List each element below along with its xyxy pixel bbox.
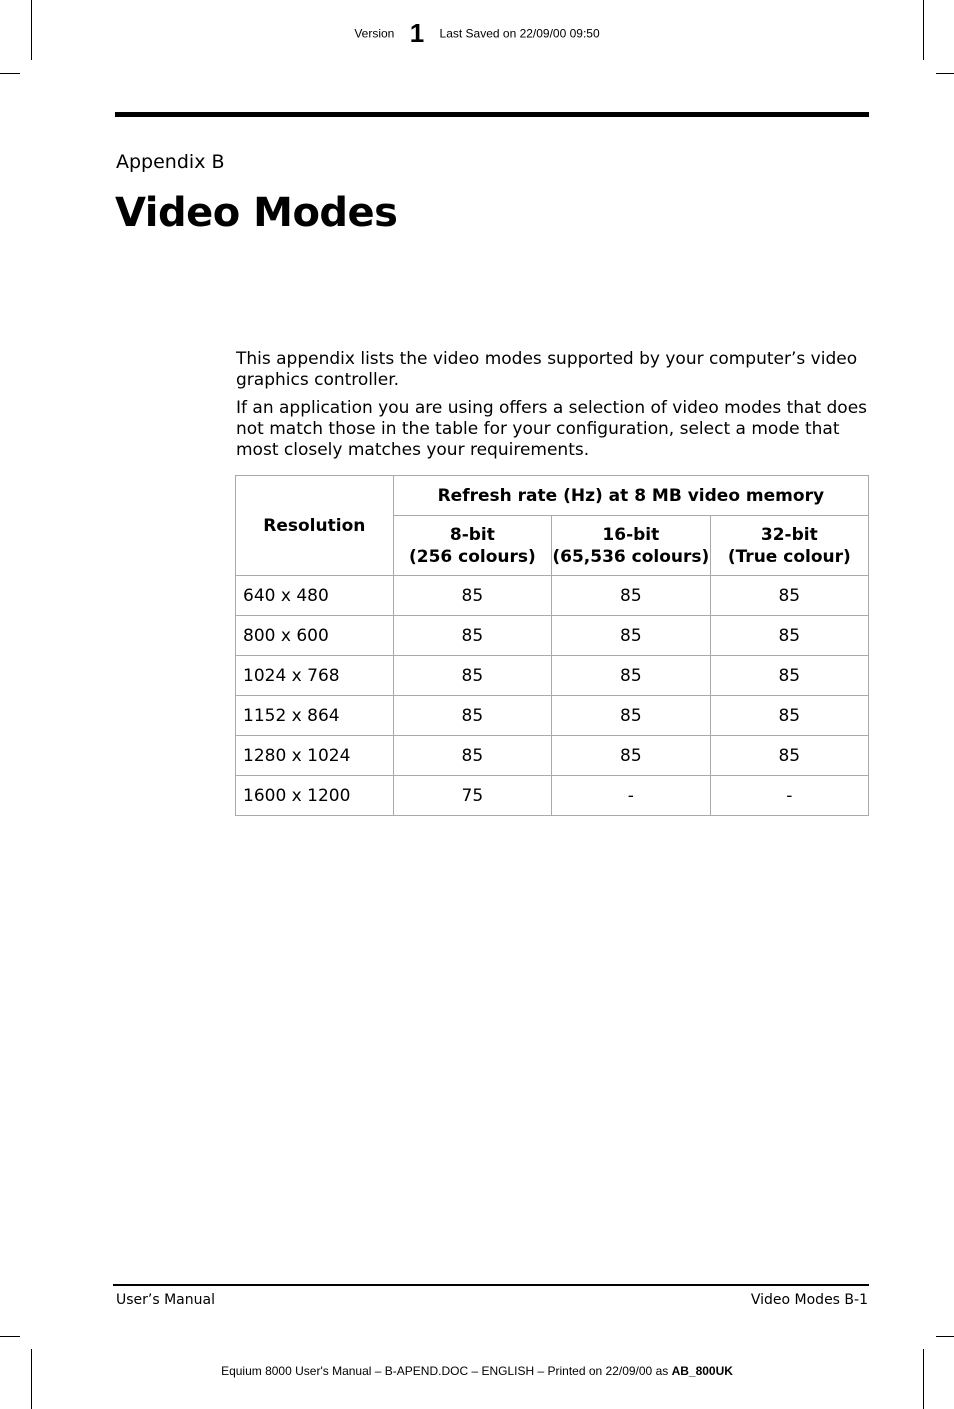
refresh-cell: 85 [710, 696, 868, 736]
resolution-cell: 1600 x 1200 [236, 776, 394, 816]
refresh-rate-header: Refresh rate (Hz) at 8 MB video memory [393, 476, 868, 516]
crop-mark [0, 73, 20, 74]
refresh-cell: 75 [393, 776, 551, 816]
refresh-cell: 85 [393, 616, 551, 656]
table-row [236, 776, 869, 816]
refresh-cell: 85 [393, 696, 551, 736]
crop-mark [936, 73, 954, 74]
resolution-cell: 1152 x 864 [236, 696, 394, 736]
top-rule [115, 112, 869, 117]
column-header-line: (256 colours) [408, 546, 536, 567]
column-header-32bit [710, 516, 868, 576]
column-header-8bit [393, 516, 551, 576]
crop-mark [0, 1336, 20, 1337]
intro-paragraph: This appendix lists the video modes supported by your computer’s video graphics controller. [236, 349, 858, 390]
crop-mark [31, 1349, 32, 1409]
column-header-line: 8-bit [449, 524, 495, 545]
refresh-cell: 85 [710, 616, 868, 656]
page-title: Video Modes [115, 190, 398, 236]
refresh-cell: 85 [552, 696, 710, 736]
print-info-code: AB_800UK [671, 1364, 733, 1378]
resolution-cell: 1024 x 768 [236, 656, 394, 696]
table-row [236, 696, 869, 736]
refresh-cell: 85 [552, 616, 710, 656]
crop-mark [923, 1349, 924, 1409]
resolution-header: Resolution [236, 476, 394, 576]
table-row [236, 656, 869, 696]
print-info [0, 1364, 954, 1378]
refresh-cell: 85 [393, 576, 551, 616]
video-modes-table [235, 475, 869, 816]
footer-rule [113, 1284, 869, 1286]
refresh-cell: - [552, 776, 710, 816]
crop-mark [936, 1336, 954, 1337]
refresh-cell: 85 [710, 576, 868, 616]
appendix-label: Appendix B [116, 151, 225, 173]
version-header [0, 18, 954, 49]
print-info-text: Equium 8000 User's Manual – B-APEND.DOC – ENGLISH – Printed on 22/09/00 as [221, 1364, 672, 1378]
column-header-16bit [552, 516, 710, 576]
refresh-cell: - [710, 776, 868, 816]
refresh-cell: 85 [393, 656, 551, 696]
column-header-line: 32-bit [760, 524, 818, 545]
table-row [236, 736, 869, 776]
column-header-line: (65,536 colours) [552, 546, 710, 567]
column-header-line: 16-bit [602, 524, 660, 545]
column-header-line: (True colour) [727, 546, 851, 567]
table-row [236, 576, 869, 616]
version-number: 1 [409, 18, 425, 48]
table-row [236, 616, 869, 656]
footer-right: Video Modes B-1 [750, 1292, 868, 1308]
refresh-cell: 85 [552, 736, 710, 776]
resolution-cell: 640 x 480 [236, 576, 394, 616]
resolution-cell: 1280 x 1024 [236, 736, 394, 776]
resolution-cell: 800 x 600 [236, 616, 394, 656]
refresh-cell: 85 [393, 736, 551, 776]
refresh-cell: 85 [710, 736, 868, 776]
footer-left: User’s Manual [116, 1292, 215, 1308]
refresh-cell: 85 [710, 656, 868, 696]
refresh-cell: 85 [552, 656, 710, 696]
version-label: Version [354, 26, 395, 41]
refresh-cell: 85 [552, 576, 710, 616]
last-saved: Last Saved on 22/09/00 09:50 [439, 26, 600, 41]
advice-paragraph: If an application you are using offers a selection of video modes that does not match those in the table for your configuration, select a mode that most closely matches your requirements. [236, 398, 868, 460]
